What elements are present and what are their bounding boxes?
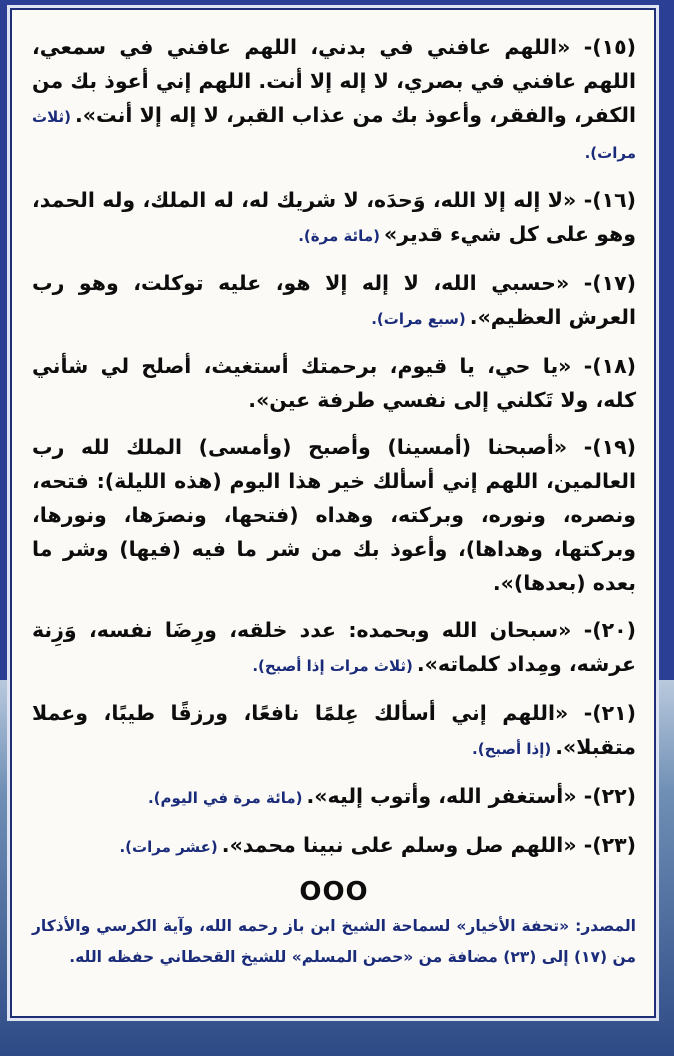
- entry-text: «لا إله إلا الله، وَحدَه، لا شريك له، له الملك، وله الحمد، وهو على كل شيء قدير»: [32, 188, 636, 246]
- entry-text: «أصبحنا (أمسينا) وأصبح (وأمسى) الملك لله رب العالمين، اللهم إني أسألك خير هذا اليوم (هذه الليلة): فتحه، ونصره، ونوره، وبركته، وهداه (فتحها، ونصرَها، ونورها، وبركتها، وهداها)، وأعوذ بك من شر ما فيه (فيها) وشر ما بعده (بعدها)».: [32, 435, 636, 595]
- dhikr-entry: [32, 183, 636, 253]
- entry-repetition-note: (مائة مرة).: [298, 227, 380, 245]
- source-note: المصدر: «تحفة الأخيار» لسماحة الشيخ ابن باز رحمه الله، وآية الكرسي والأذكار من (١٧) إلى (٢٣) مضافة من «حصن المسلم» للشيخ القحطاني حفظه الله.: [32, 917, 636, 966]
- entry-repetition-note: (مائة مرة في اليوم).: [147, 789, 303, 807]
- dhikr-entry: [32, 828, 636, 864]
- entry-number: (١٦)-: [583, 188, 636, 212]
- entry-repetition-note: (ثلاث مرات إذا أصبح).: [252, 657, 413, 675]
- entry-text: «أستغفر الله، وأتوب إليه».: [306, 784, 577, 808]
- entry-number: (١٨)-: [583, 354, 636, 378]
- entry-number: (١٧)-: [583, 271, 636, 295]
- entry-text: «يا حي، يا قيوم، برحمتك أستغيث، أصلح لي شأني كله، ولا تَكلني إلى نفسي طرفة عين».: [32, 354, 636, 412]
- entry-number: (٢١)-: [583, 701, 637, 725]
- entry-text: «حسبي الله، لا إله إلا هو، عليه توكلت، وهو رب العرش العظيم».: [32, 271, 636, 329]
- entry-text: «اللهم صل وسلم على نبينا محمد».: [221, 833, 577, 857]
- separator-ornament: OOO: [299, 877, 369, 907]
- entry-number: (١٩)-: [583, 435, 636, 459]
- dhikr-entry: [32, 696, 636, 766]
- entry-repetition-note: (ثلاث مرات).: [32, 108, 636, 162]
- entry-number: (٢٢)-: [583, 784, 636, 808]
- dhikr-entry: [32, 613, 636, 683]
- dhikr-entry: [32, 266, 636, 336]
- entry-repetition-note: (سبع مرات).: [371, 310, 466, 328]
- entry-text: «اللهم إني أسألك عِلمًا نافعًا، ورزقًا طيبًا، وعملا متقبلا».: [32, 701, 636, 759]
- entry-number: (٢٣)-: [583, 833, 636, 857]
- dhikr-entry: [32, 779, 636, 815]
- adhkar-card: [10, 8, 656, 1018]
- entry-text: «سبحان الله وبحمده: عدد خلقه، ورِضَا نفسه، وَزِنة عرشه، ومِداد كلماته».: [32, 618, 636, 676]
- dhikr-entry: [32, 349, 636, 417]
- entry-number: (٢٠)-: [583, 618, 636, 642]
- entry-repetition-note: (إذا أصبح).: [472, 740, 552, 758]
- entries-list: [32, 30, 636, 864]
- entry-repetition-note: (عشر مرات).: [119, 838, 218, 856]
- dhikr-entry: [32, 30, 636, 170]
- entry-number: (١٥)-: [583, 35, 636, 59]
- entry-text: «اللهم عافني في بدني، اللهم عافني في سمعي، اللهم عافني في بصري، لا إله إلا أنت. اللهم إني أعوذ بك من الكفر، والفقر، وأعوذ بك من عذاب القبر، لا إله إلا أنت».: [32, 35, 636, 127]
- dhikr-entry: [32, 430, 636, 600]
